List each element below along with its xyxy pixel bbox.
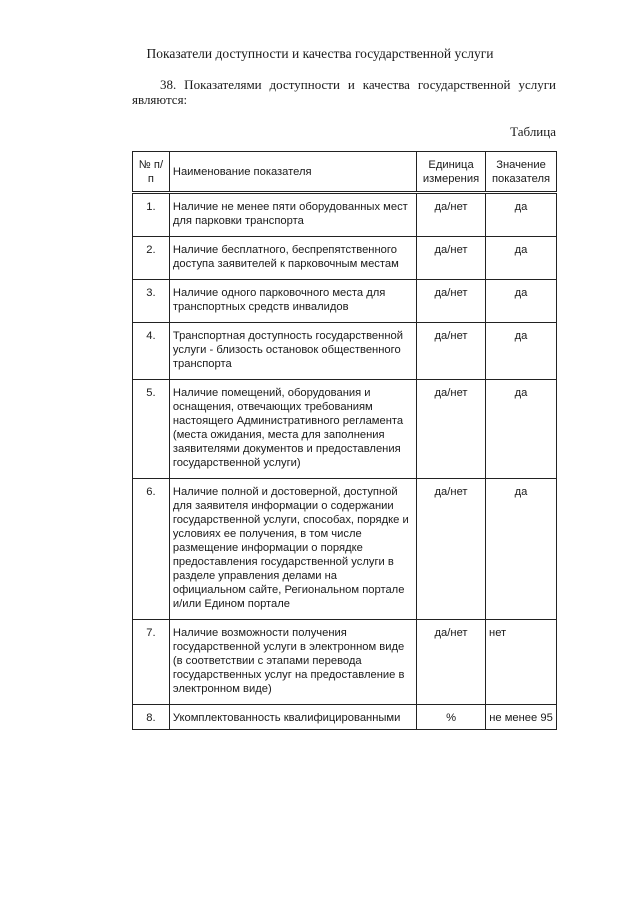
row-value: да [486,237,557,280]
row-num: 3. [133,280,170,323]
table-row [133,380,557,479]
row-num: 8. [133,705,170,730]
row-name: Укомплектованность квалифицированными [169,705,416,730]
row-num: 2. [133,237,170,280]
row-unit: да/нет [417,237,486,280]
row-num: 6. [133,479,170,620]
table-row [133,237,557,280]
row-unit: да/нет [417,280,486,323]
table-row [133,620,557,705]
row-unit: да/нет [417,620,486,705]
row-name: Транспортная доступность государственной услуги - близость остановок общественного транспорта [169,323,416,380]
row-num: 7. [133,620,170,705]
row-value: да [486,479,557,620]
row-name: Наличие не менее пяти оборудованных мест для парковки транспорта [169,193,416,237]
intro-paragraph-line2: являются: [132,92,188,107]
table-row [133,323,557,380]
row-unit: да/нет [417,479,486,620]
header-num: № п/п [133,152,170,193]
row-num: 1. [133,193,170,237]
row-unit: да/нет [417,193,486,237]
table-row [133,705,557,730]
table-row [133,479,557,620]
row-value: да [486,193,557,237]
indicators-table [132,151,557,730]
intro-paragraph-line1: 38. Показателями доступности и качества государственной услуги [160,77,556,92]
table-row [133,280,557,323]
row-value: да [486,323,557,380]
table-row [133,193,557,237]
row-name: Наличие помещений, оборудования и оснащения, отвечающих требованиям настоящего Административного регламента (места ожидания, места для заполнения заявителями документов и предоставления государственной услуги) [169,380,416,479]
row-value: не менее 95 [486,705,557,730]
row-value: да [486,280,557,323]
row-name: Наличие одного парковочного места для транспортных средств инвалидов [169,280,416,323]
row-name: Наличие бесплатного, беспрепятственного доступа заявителей к парковочным местам [169,237,416,280]
row-name: Наличие возможности получения государственной услуги в электронном виде (в соответствии с этапами перевода государственных услуг на предоставление в электронном виде) [169,620,416,705]
section-title: Показатели доступности и качества государственной услуги [146,46,494,61]
row-value: да [486,380,557,479]
table-caption: Таблица [510,124,556,139]
row-num: 5. [133,380,170,479]
row-unit: % [417,705,486,730]
row-unit: да/нет [417,323,486,380]
row-unit: да/нет [417,380,486,479]
header-value: Значение показателя [486,152,557,193]
header-name: Наименование показателя [169,152,416,193]
row-name: Наличие полной и достоверной, доступной для заявителя информации о содержании государственной услуги, способах, порядке и условиях ее получения, в том числе размещение информации о порядке предоставления государственной услуги в разделе управления делами на официальном сайте, Региональном портале и/или Едином портале [169,479,416,620]
row-value: нет [486,620,557,705]
header-unit: Единица измерения [417,152,486,193]
table-header-row [133,152,557,193]
row-num: 4. [133,323,170,380]
